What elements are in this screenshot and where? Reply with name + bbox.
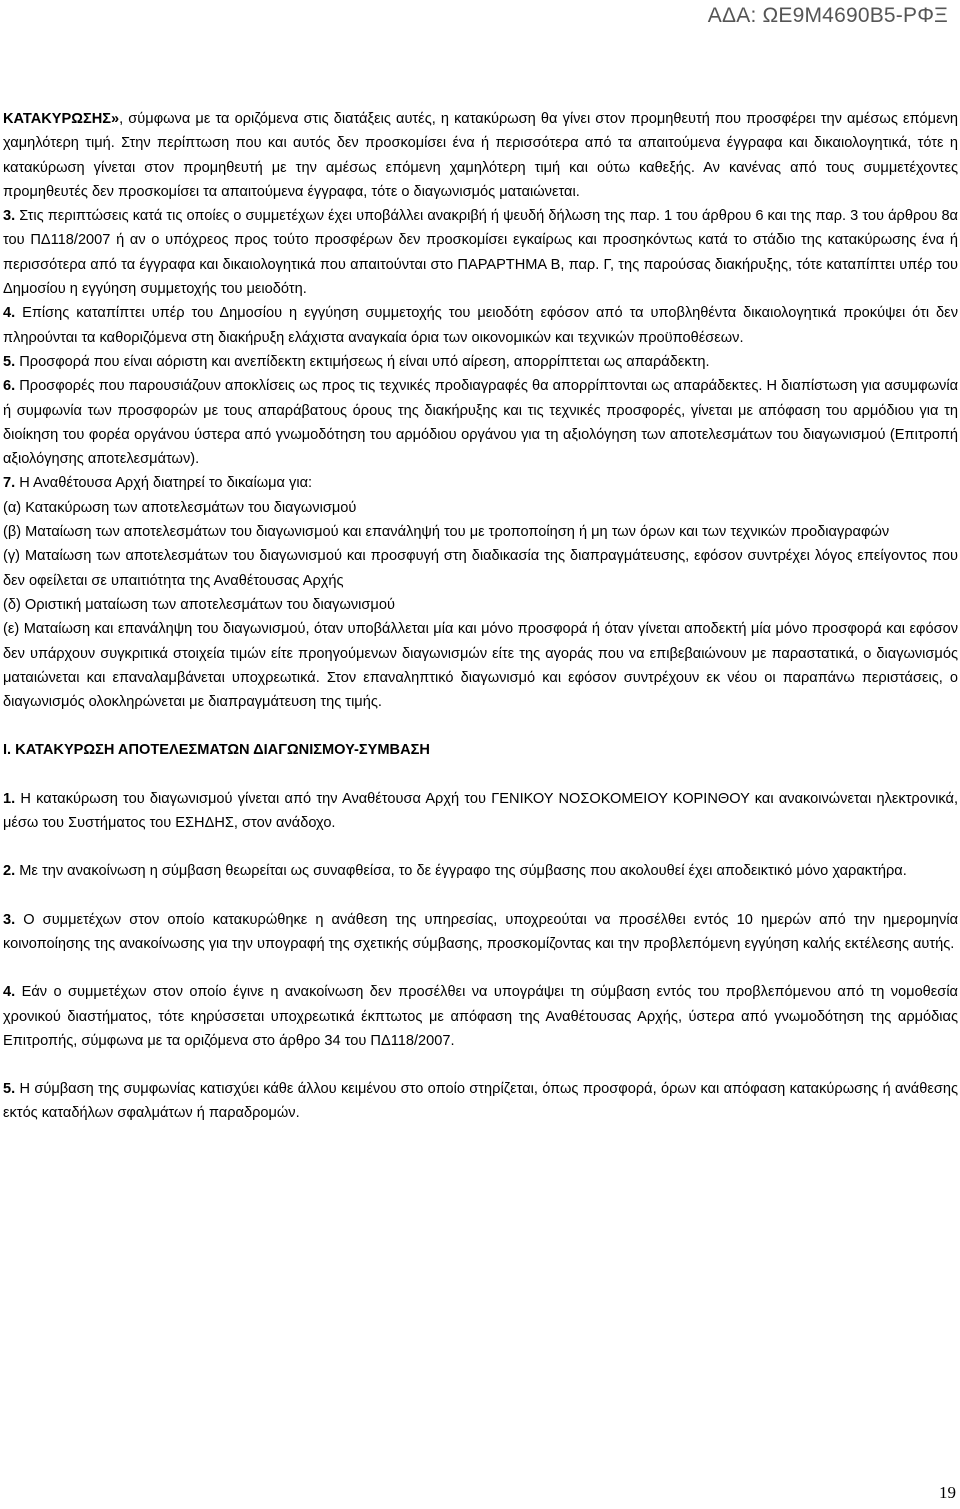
paragraph-text: Η Αναθέτουσα Αρχή διατηρεί το δικαίωμα για: — [15, 475, 313, 492]
list-item-b: (β) Ματαίωση των αποτελεσμάτων του διαγωνισμού και επανάληψή του με τροποποίηση ή μη των όρων και των τεχνικών προδιαγραφών — [3, 524, 890, 541]
section-paragraph-1 — [3, 787, 958, 836]
spacer — [3, 714, 958, 738]
paragraph-text: , σύμφωνα με τα οριζόμενα στις διατάξεις αυτές, η κατακύρωση θα γίνει στον προμηθευτή που προσφέρει την αμέσως επόμενη χαμηλότερη τιμή. Στην περίπτωση που και αυτός δεν προσκομίσει ένα ή περισσότερα από τα απαιτούμενα έγγραφα και δικαιολογητικά, τότε η κατακύρωση γίνεται στον προμηθευτή με την αμέσως επόμενη χαμηλότερη τιμή και ούτω καθεξής. Αν κανένας από τους συμμετέχοντες προμηθευτές δεν προσκομίσει τα απαιτούμενα έγγραφα, τότε ο διαγωνισμός ματαιώνεται. — [3, 111, 958, 200]
spacer — [3, 884, 958, 908]
paragraph-text: Επίσης καταπίπτει υπέρ του Δημοσίου η εγγύηση συμμετοχής του μειοδότη εφόσον από τα υποβληθέντα δικαιολογητικά προκύψει ότι δεν πληρούνται τα καθοριζόμενα στη διακήρυξη ελάχιστα αναγκαία όρια των οικονομικών και τεχνικών προϋποθέσεων. — [3, 305, 958, 346]
paragraph-number: 5. — [3, 1081, 16, 1098]
paragraph-number: 1. — [3, 790, 16, 807]
paragraph-text: Με την ανακοίνωση η σύμβαση θεωρείται ως συναφθείσα, το δε έγγραφο της σύμβασης που ακολουθεί έχει αποδεικτικό μόνο χαρακτήρα. — [15, 863, 907, 880]
paragraph-number: 3. — [3, 208, 16, 225]
paragraph-text: Η κατακύρωση του διαγωνισμού γίνεται από την Αναθέτουσα Αρχή του ΓΕΝΙΚΟΥ ΝΟΣΟΚΟΜΕΙΟΥ ΚΟΡΙΝΘΟΥ και ανακοινώνεται ηλεκτρονικά, μέσω του Συστήματος του ΕΣΗΔΗΣ, στον ανάδοχο. — [3, 790, 958, 832]
paragraph-number: 4. — [3, 305, 16, 322]
spacer — [3, 1053, 958, 1077]
paragraph-text: Στις περιπτώσεις κατά τις οποίες ο συμμετέχων έχει υποβάλλει ανακριβή ή ψευδή δήλωση της παρ. 1 του άρθρου 6 και της παρ. 3 του άρθρου 8α του ΠΔ118/2007 ή αν ο υπόχρεος προς τούτο προσφέρων δεν προσκομίσει εγκαίρως και προσηκόντως κατά το στάδιο της κατακύρωσης ένα ή περισσότερα από τα έγγραφα και δικαιολογητικά που απαιτούνται στο ΠΑΡΑΡΤΗΜΑ Β, παρ. Γ, της παρούσας διακήρυξης, τότε καταπίπτει υπέρ του Δημοσίου η εγγύηση συμμετοχής του μειοδότη. — [3, 208, 958, 298]
section-paragraph-3 — [3, 908, 958, 957]
spacer — [3, 763, 958, 787]
paragraph-number: 6. — [3, 378, 16, 395]
list-item-d: (δ) Οριστική ματαίωση των αποτελεσμάτων του διαγωνισμού — [3, 596, 395, 613]
paragraph-7 — [3, 471, 958, 495]
document-body — [3, 107, 958, 1126]
paragraph-4 — [3, 301, 958, 350]
spacer — [3, 956, 958, 980]
paragraph-number: 5. — [3, 353, 16, 370]
paragraph-number: 7. — [3, 475, 16, 492]
paragraph-number: 3. — [3, 911, 16, 928]
bold-term: ΚΑΤΑΚΥΡΩΣΗΣ» — [3, 111, 120, 127]
page-number: 19 — [939, 1483, 956, 1502]
paragraph-text: Ο συμμετέχων στον οποίο κατακυρώθηκε η ανάθεση της υπηρεσίας, υποχρεούται να προσέλθει εντός 10 ημερών από την ημερομηνία κοινοποίησης της ανακοίνωσης για την υπογραφή της σχετικής σύμβασης, προσκομίζοντας και την προβλεπόμενη εγγύηση καλής εκτέλεσης αυτής. — [3, 911, 958, 952]
section-title: Ι. ΚΑΤΑΚΥΡΩΣΗ ΑΠΟΤΕΛΕΣΜΑΤΩΝ ΔΙΑΓΩΝΙΣΜΟΥ-ΣΥΜΒΑΣΗ — [3, 742, 430, 759]
paragraph-text: Εάν ο συμμετέχων στον οποίο έγινε η ανακοίνωση δεν προσέλθει να υπογράψει τη σύμβαση εντός του προβλεπόμενου από τη νομοθεσία χρονικού διαστήματος, τότε κηρύσσεται υποχρεωτικά έκπτωτος με απόφαση της Αναθέτουσας Αρχής, ύστερα από γνωμοδότηση της αρμόδιας Επιτροπής, σύμφωνα με τα οριζόμενα στο άρθρο 34 του ΠΔ118/2007. — [3, 984, 958, 1049]
paragraph-6 — [3, 374, 958, 471]
list-item-a: (α) Κατακύρωση των αποτελεσμάτων του διαγωνισμού — [3, 499, 357, 516]
ada-code: ΑΔΑ: ΩΕ9Μ4690Β5-ΡΦΞ — [707, 4, 948, 27]
paragraph-3 — [3, 204, 958, 301]
section-paragraph-4 — [3, 980, 958, 1053]
paragraph-text: Προσφορά που είναι αόριστη και ανεπίδεκτη εκτιμήσεως ή είναι υπό αίρεση, απορρίπτεται ως απαράδεκτη. — [15, 353, 710, 370]
section-paragraph-2 — [3, 859, 958, 883]
section-paragraph-5 — [3, 1077, 958, 1126]
paragraph-kataktyrosis — [3, 107, 958, 204]
list-item-c: (γ) Ματαίωση των αποτελεσμάτων του διαγωνισμού και προσφυγή στη διαδικασία της διαπραγμάτευσης, εφόσον συντρέχει λόγος επείγοντος που δεν οφείλεται σε υπαιτιότητα της Αναθέτουσας Αρχής — [3, 548, 958, 589]
paragraph-5 — [3, 350, 958, 374]
spacer — [3, 835, 958, 859]
paragraph-text: Προσφορές που παρουσιάζουν αποκλίσεις ως προς τις τεχνικές προδιαγραφές θα απορρίπτονται ως απαράδεκτες. Η διαπίστωση για ασυμφωνία ή συμφωνία των προσφορών με τους απαράβατους όρους της διακήρυξης και τις τεχνικές προσφορές, γίνεται με απόφαση του αρμόδιου για τη διοίκηση του φορέα οργάνου ύστερα από γνωμοδότηση του αρμόδιου οργάνου για τη αξιολόγηση των αποτελεσμάτων του διαγωνισμού (Επιτροπή αξιολόγησης αποτελεσμάτων). — [3, 378, 958, 468]
list-item-e: (ε) Ματαίωση και επανάληψη του διαγωνισμού, όταν υποβάλλεται μία και μόνο προσφορά ή όταν γίνεται αποδεκτή μία μόνο προσφορά και εφόσον δεν υπάρχουν συγκριτικά στοιχεία τιμών είτε προηγούμενων διαγωνισμών είτε της αγοράς που να επιβεβαιώνουν με παραστατικά, ο διαγωνισμός ματαιώνεται και επαναλαμβάνεται υποχρεωτικά. Στον επαναληπτικό διαγωνισμό και εφόσον συντρέχουν εκ νέου οι παραπάνω περιστάσεις, ο διαγωνισμός ολοκληρώνεται με διαπραγμάτευση της τιμής. — [3, 621, 958, 711]
paragraph-text: Η σύμβαση της συμφωνίας κατισχύει κάθε άλλου κειμένου στο οποίο στηρίζεται, όπως προσφορά, όρων και απόφαση κατακύρωσης ή ανάθεσης εκτός καταδήλων σφαλμάτων ή παραδρομών. — [3, 1081, 958, 1122]
paragraph-number: 4. — [3, 984, 16, 1001]
paragraph-number: 2. — [3, 863, 16, 880]
